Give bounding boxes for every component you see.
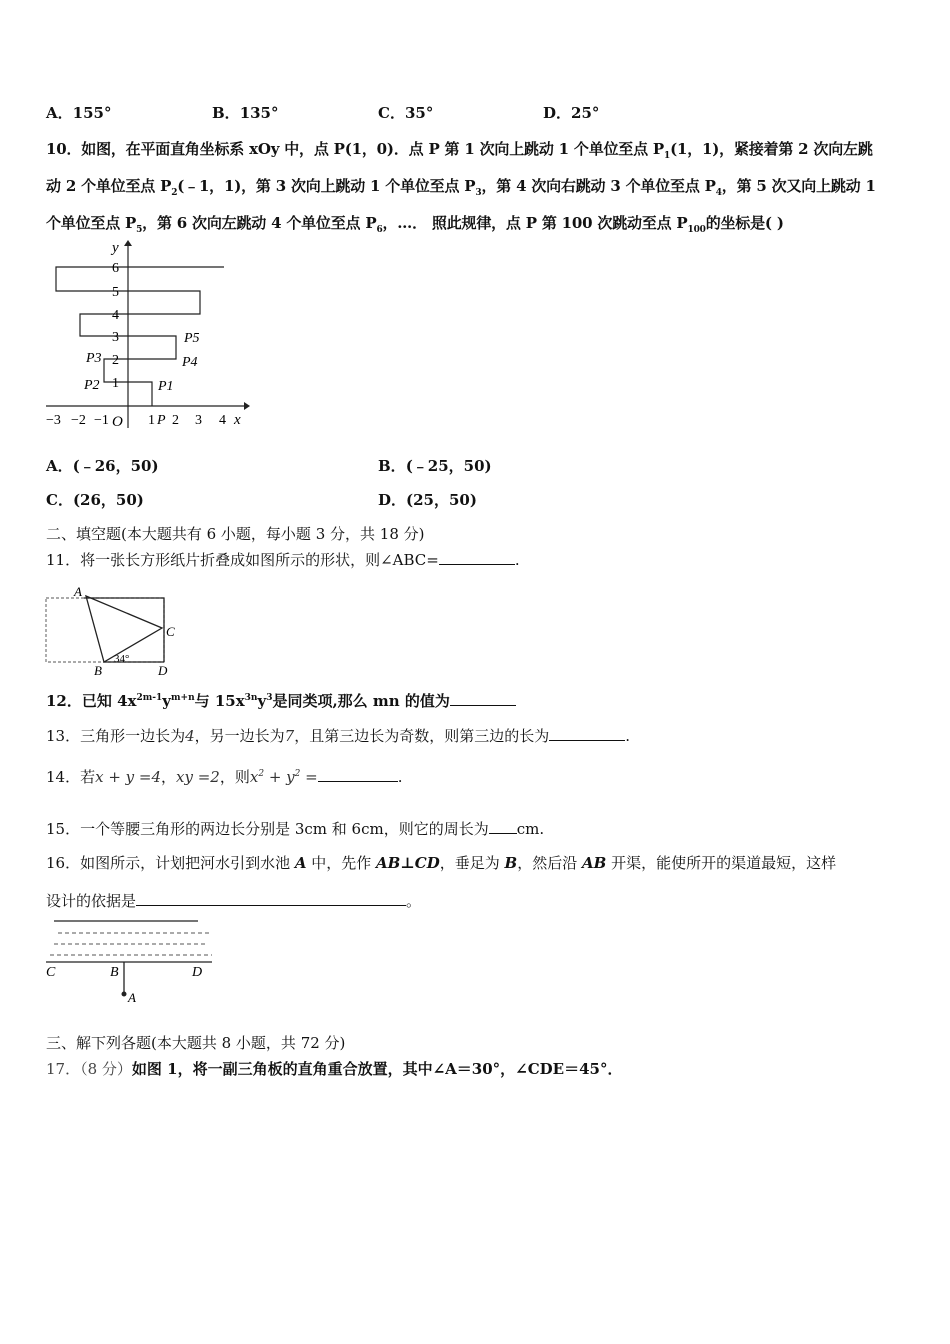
- point-label-p4: P4: [182, 355, 198, 370]
- q10-option-a: A．(﹣26，50): [46, 457, 159, 475]
- y-tick-6: 6: [112, 261, 119, 276]
- q13-text: 13．三角形一边长为4，另一边长为7，且第三边长为奇数，则第三边的长为 .: [46, 727, 630, 745]
- q11-label-c: C: [166, 624, 175, 639]
- q9-option-d: D．25°: [543, 104, 600, 122]
- q11-label-b: B: [94, 663, 102, 678]
- q10-figure: [44, 238, 254, 432]
- point-label-p3: P3: [86, 351, 102, 366]
- q16-figure: [44, 914, 216, 1006]
- q16-line-1: 16．如图所示，计划把河水引到水池 A 中，先作 AB⊥CD，垂足为 B，然后沿 AB 开渠，能使所开的渠道最短，这样: [46, 854, 837, 872]
- q11-label-d: D: [158, 663, 168, 678]
- y-tick-4: 4: [112, 308, 119, 323]
- q9-option-a: A．155°: [46, 104, 112, 122]
- q15-text: 15．一个等腰三角形的两边长分别是 3cm 和 6cm，则它的周长为 cm.: [46, 820, 545, 838]
- q9-option-c: C．35°: [378, 104, 434, 122]
- x-tick-2: 2: [172, 413, 179, 428]
- q11-label-a: A: [74, 584, 82, 599]
- x-tick-3: 3: [195, 413, 202, 428]
- q9-option-b: B．135°: [212, 104, 279, 122]
- x-tick-neg3: −3: [46, 413, 61, 428]
- q16-label-b: B: [110, 965, 119, 980]
- y-axis-label: y: [112, 240, 119, 256]
- q14-text: 14．若x + y =4，xy =2，则$x^2 + y^2$ = .: [46, 768, 403, 786]
- x-axis-label: x: [234, 412, 241, 428]
- q17-text: 17．（8 分）如图 1，将一副三角板的直角重合放置，其中∠A＝30°，∠CDE＝45°．: [46, 1060, 623, 1078]
- x-tick-neg2: −2: [71, 413, 86, 428]
- q10-line-1: 10．如图，在平面直角坐标系 xOy 中，点 P(1，0)．点 P 第 1 次向上跳动 1 个单位至点 $P_1(1$，1)，紧接着第 2 次向左跳: [46, 140, 873, 161]
- y-tick-1: 1: [112, 376, 119, 391]
- q11-angle: 34°: [114, 653, 130, 665]
- q10-line-3: 个单位至点 $P_5$，第 6 次向左跳动 4 个单位至点 $P_6$，…． 照此规律，点 P 第 100 次跳动至点 $P_{100}$的坐标是( ): [46, 214, 784, 235]
- p-label: P: [157, 413, 166, 428]
- section-3-title: 三、解下列各题(本大题共 8 小题，共 72 分): [46, 1034, 346, 1052]
- point-label-p5: P5: [184, 331, 200, 346]
- q12-text: 12．已知 $4x^{2m-1}y^{m+n}$与 $15x^{3n}y^3$是同类项,那么 mn 的值为: [46, 690, 516, 711]
- y-tick-3: 3: [112, 330, 119, 345]
- q11-text: 11．将一张长方形纸片折叠成如图所示的形状，则∠ABC= .: [46, 551, 520, 569]
- x-tick-neg1: −1: [94, 413, 109, 428]
- q16-line-2: 设计的依据是 。: [46, 892, 422, 910]
- q16-label-a: A: [128, 990, 136, 1005]
- q16-label-d: D: [192, 965, 203, 980]
- point-label-p1: P1: [158, 379, 174, 394]
- q10-option-c: C．(26，50): [46, 491, 144, 509]
- y-tick-5: 5: [112, 285, 119, 300]
- q10-option-b: B．(﹣25，50): [378, 457, 492, 475]
- q10-option-d: D．(25，50): [378, 491, 477, 509]
- y-tick-2: 2: [112, 353, 119, 368]
- section-2-title: 二、填空题(本大题共有 6 小题，每小题 3 分，共 18 分): [46, 525, 425, 543]
- origin-label: O: [112, 414, 123, 430]
- q11-figure: [44, 584, 184, 678]
- q10-line-2: 动 2 个单位至点 $P_2(﹣1$，1)，第 3 次向上跳动 1 个单位至点 $P_3$，第 4 次向右跳动 3 个单位至点 $P_4$，第 5 次又向上跳动 1: [46, 177, 876, 198]
- x-tick-1: 1: [148, 413, 155, 428]
- point-label-p2: P2: [84, 378, 100, 393]
- x-tick-4: 4: [219, 413, 226, 428]
- q16-label-c: C: [46, 965, 56, 980]
